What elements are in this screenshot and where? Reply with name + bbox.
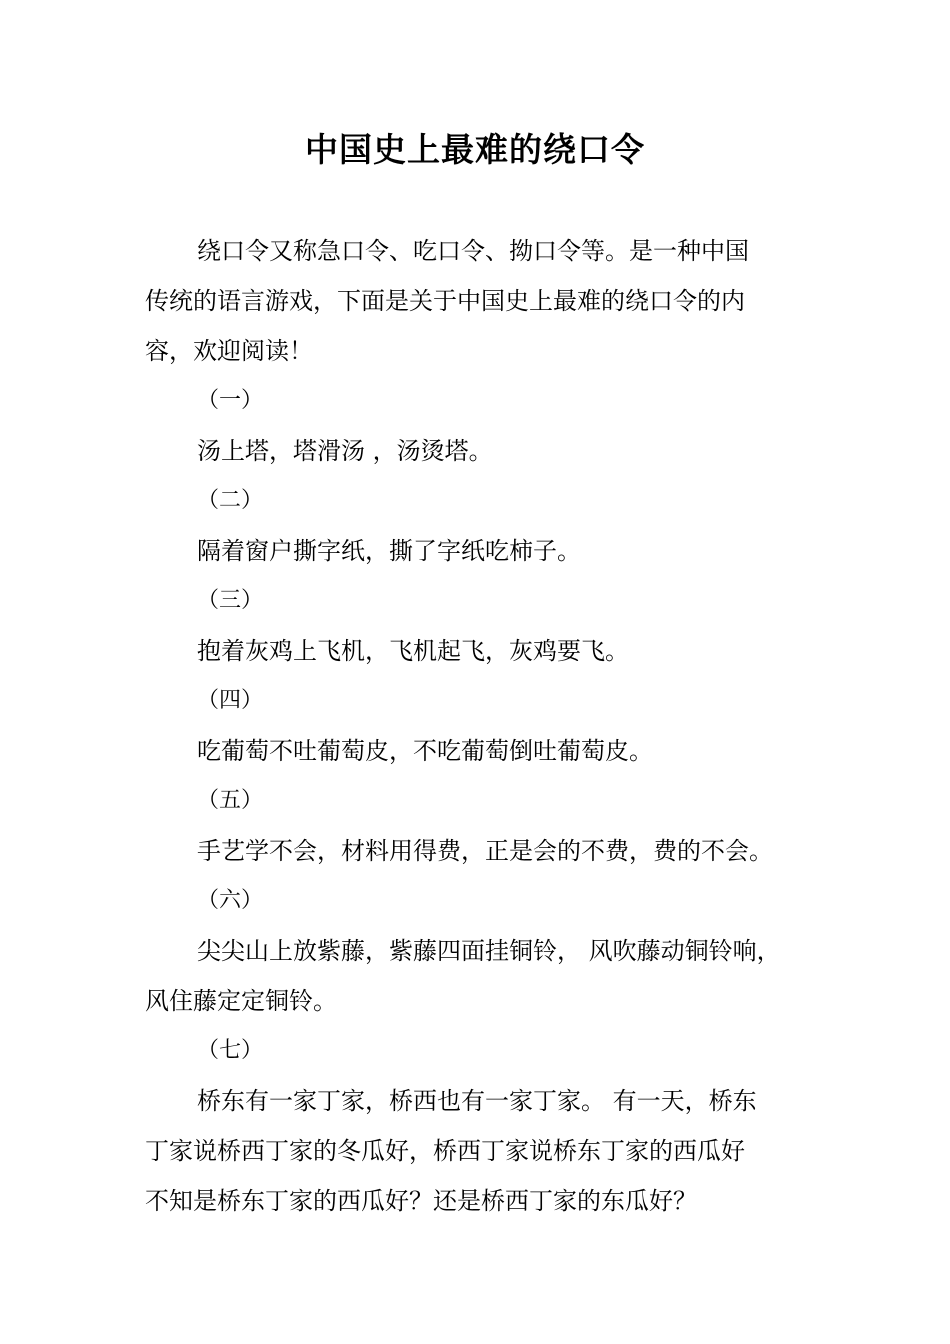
section-2-line-1: 隔着窗户撕字纸，撕了字纸吃柿子。 bbox=[197, 537, 581, 565]
section-number-7: （七） bbox=[197, 1038, 264, 1063]
section-5-line-1: 手艺学不会，材料用得费，正是会的不费，费的不会。 bbox=[197, 837, 773, 865]
document-title: 中国史上最难的绕口令 bbox=[305, 130, 645, 169]
section-number-5: （五） bbox=[197, 788, 264, 813]
section-7-line-2: 丁家说桥西丁家的冬瓜好，桥西丁家说桥东丁家的西瓜好 bbox=[145, 1137, 745, 1165]
section-6-line-1: 尖尖山上放紫藤，紫藤四面挂铜铃， 风吹藤动铜铃响， bbox=[197, 937, 781, 965]
section-number-3: （三） bbox=[197, 588, 264, 613]
section-7-line-3: 不知是桥东丁家的西瓜好？还是桥西丁家的东瓜好？ bbox=[145, 1187, 697, 1215]
section-number-6: （六） bbox=[197, 888, 264, 913]
section-1-line-1: 汤上塔，塔滑汤 ，汤烫塔。 bbox=[197, 437, 493, 465]
intro-line-1: 绕口令又称急口令、吃口令、拗口令等。是一种中国 bbox=[197, 237, 749, 265]
section-6-line-2: 风住藤定定铜铃。 bbox=[145, 987, 337, 1015]
document-body bbox=[145, 226, 815, 1226]
intro-line-3: 容，欢迎阅读！ bbox=[145, 337, 313, 365]
section-number-1: （一） bbox=[197, 388, 264, 413]
section-3-line-1: 抱着灰鸡上飞机，飞机起飞，灰鸡要飞。 bbox=[197, 637, 629, 665]
section-7-line-1: 桥东有一家丁家，桥西也有一家丁家。 有一天，桥东 bbox=[197, 1087, 757, 1115]
section-number-2: （二） bbox=[197, 488, 264, 513]
intro-line-2: 传统的语言游戏，下面是关于中国史上最难的绕口令的内 bbox=[145, 287, 745, 315]
section-number-4: （四） bbox=[197, 688, 264, 713]
section-4-line-1: 吃葡萄不吐葡萄皮，不吃葡萄倒吐葡萄皮。 bbox=[197, 737, 653, 765]
